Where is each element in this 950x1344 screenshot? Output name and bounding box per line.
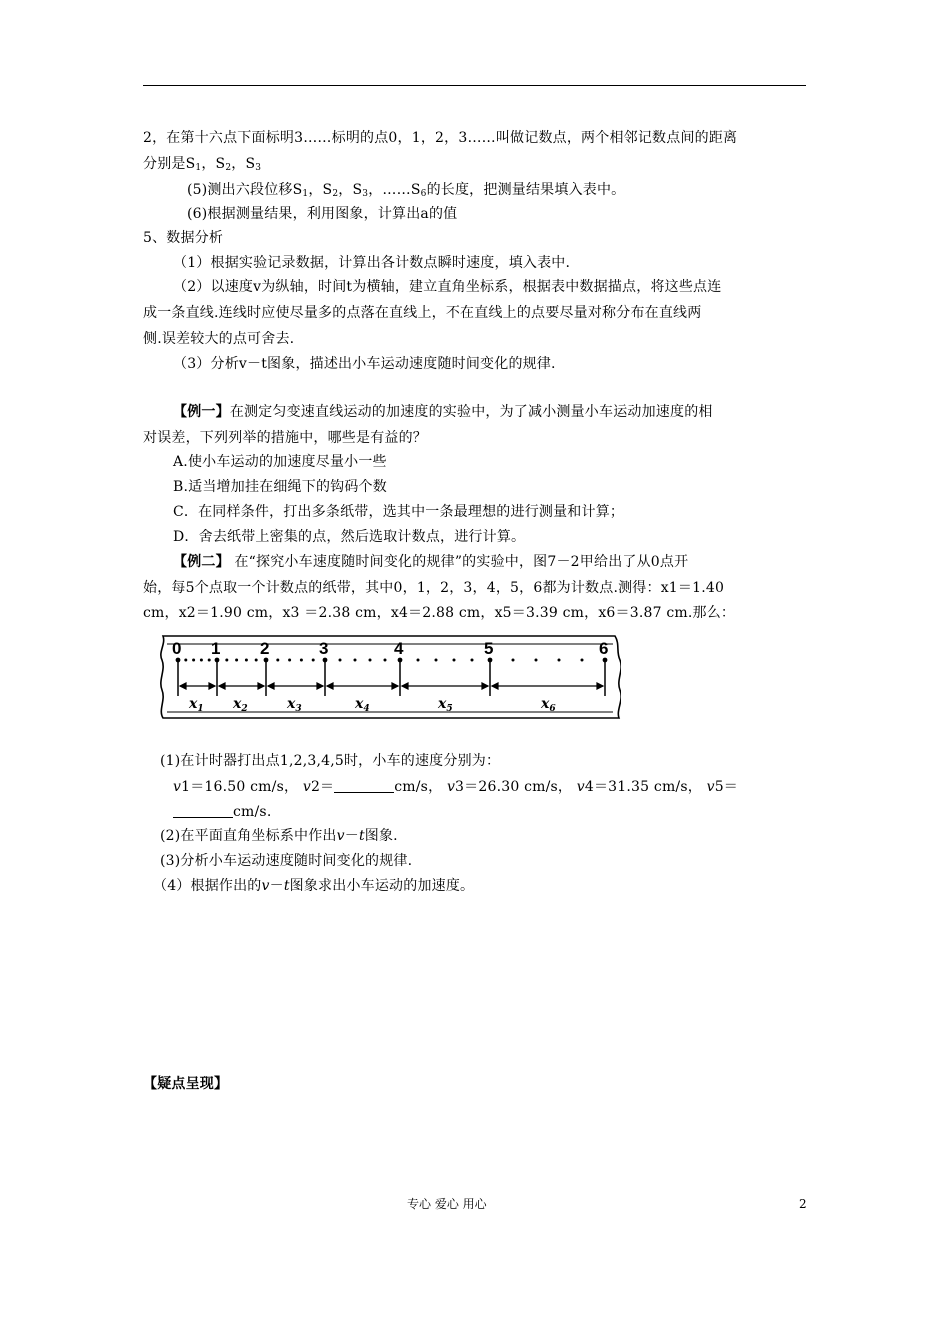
- segment-label-3: $x_3$: [287, 696, 302, 714]
- example-1-label: 【例一】: [173, 404, 230, 420]
- tape-dot: [535, 659, 538, 662]
- example-2-label: 【例二】: [173, 554, 230, 570]
- question-1-line-1: (1)在计时器打出点1,2,3,4,5时，小车的速度分别为：: [160, 753, 501, 769]
- intro-line-2: 分别是$S_1$，$S_2$，$S_3$: [143, 156, 262, 173]
- example-1-line-2: 对误差，下列列举的措施中，哪些是有益的？: [143, 430, 427, 446]
- tape-dot: [245, 659, 248, 662]
- segment-label-4: $x_4$: [355, 696, 370, 714]
- analysis-item-2-line-1: （2）以速度v为纵轴，时间t为横轴，建立直角坐标系，根据表中数据描点，将这些点连: [173, 279, 722, 295]
- example-2-line-2: 始，每5个点取一个计数点的纸带，其中0，1，2，3，4，5，6都为计数点.测得：x1＝1.40: [143, 580, 725, 596]
- tape-dot: [288, 659, 291, 662]
- example-2-line-1: 【例二】 在“探究小车速度随时间变化的规律”的实验中，图7－2甲给出了从0点开: [173, 554, 689, 570]
- tape-dot: [225, 659, 228, 662]
- example-2-line-3: cm，x2＝1.90 cm，x3 ＝2.38 cm，x4＝2.88 cm，x5＝3.39 cm，x6＝3.87 cm.那么：: [143, 605, 736, 621]
- tape-dot: [208, 659, 211, 662]
- v5-answer-blank[interactable]: [173, 804, 233, 818]
- footer-motto: 专心 爱心 用心: [407, 1197, 487, 1211]
- analysis-item-2-line-2: 成一条直线.连线时应使尽量多的点落在直线上，不在直线上的点要尽量对称分布在直线两: [143, 305, 702, 321]
- question-3: (3)分析小车运动速度随时间变化的规律.: [160, 853, 413, 869]
- example-1-line-1: 【例一】在测定匀变速直线运动的加速度的实验中，为了减小测量小车运动加速度的相: [173, 404, 713, 420]
- question-1-line-3: cm/s.: [173, 802, 271, 822]
- tape-dot: [512, 659, 515, 662]
- analysis-heading: 5、数据分析: [143, 230, 224, 246]
- step-5: (5)测出六段位移$S_1$，$S_2$，$S_3$，$\dots\dots S_6$的长度，把测量结果填入表中。: [187, 182, 626, 199]
- analysis-item-3: （3）分析v－t图象，描述出小车运动速度随时间变化的规律.: [173, 356, 556, 372]
- tape-dot: [339, 659, 342, 662]
- question-2: (2)在平面直角坐标系中作出v－t图象.: [160, 828, 398, 844]
- v2-answer-blank[interactable]: [334, 779, 394, 793]
- header-rule: [143, 85, 806, 86]
- segment-label-6: $x_6$: [541, 696, 556, 714]
- tape-dot: [581, 659, 584, 662]
- svg-text:6: 6: [599, 639, 609, 658]
- example-1-option-a: A.使小车运动的加速度尽量小一些: [173, 454, 387, 470]
- tape-dot: [384, 659, 387, 662]
- segment-label-1: $x_1$: [189, 696, 204, 714]
- example-1-option-b: B.适当增加挂在细绳下的钩码个数: [173, 479, 387, 495]
- svg-text:2: 2: [260, 639, 270, 658]
- tape-dot: [184, 659, 187, 662]
- tape-dot: [312, 659, 315, 662]
- paper-tape-figure: [157, 634, 621, 720]
- tape-dot: [369, 659, 372, 662]
- example-1-option-c: C．在同样条件，打出多条纸带，选其中一条最理想的进行测量和计算；: [173, 504, 625, 520]
- intro-line-1: 2，在第十六点下面标明3……标明的点0，1，2，3……叫做记数点，两个相邻记数点间的距离: [143, 130, 738, 146]
- svg-text:4: 4: [394, 639, 404, 658]
- doubts-heading: 【疑点呈现】: [143, 1076, 229, 1092]
- example-1-option-d: D．舍去纸带上密集的点，然后选取计数点，进行计算。: [173, 529, 526, 545]
- step-6: (6)根据测量结果，利用图象，计算出a的值: [187, 206, 458, 222]
- analysis-item-2-line-3: 侧.误差较大的点可舍去.: [143, 331, 295, 347]
- tape-dot: [471, 659, 474, 662]
- analysis-item-1: （1）根据实验记录数据，计算出各计数点瞬时速度，填入表中.: [173, 255, 571, 271]
- tape-dot: [276, 659, 279, 662]
- svg-text:3: 3: [319, 639, 329, 658]
- page-number: 2: [799, 1197, 807, 1211]
- tape-dot: [235, 659, 238, 662]
- svg-text:5: 5: [484, 639, 494, 658]
- tape-dot: [255, 659, 258, 662]
- segment-label-5: $x_5$: [438, 696, 453, 714]
- svg-text:0: 0: [172, 639, 182, 658]
- tape-dot: [453, 659, 456, 662]
- question-4: （4）根据作出的v－t图象求出小车运动的加速度。: [153, 878, 475, 894]
- question-1-line-2: v1＝16.50 cm/s， v2＝ cm/s， v3＝26.30 cm/s， v4＝31.35 cm/s， v5＝: [173, 779, 739, 795]
- svg-text:1: 1: [211, 639, 221, 658]
- segment-label-2: $x_2$: [233, 696, 248, 714]
- tape-dot: [300, 659, 303, 662]
- tape-dot: [558, 659, 561, 662]
- tape-dot: [417, 659, 420, 662]
- tape-dot: [200, 659, 203, 662]
- tape-dot: [435, 659, 438, 662]
- tape-dot: [354, 659, 357, 662]
- tape-dot: [192, 659, 195, 662]
